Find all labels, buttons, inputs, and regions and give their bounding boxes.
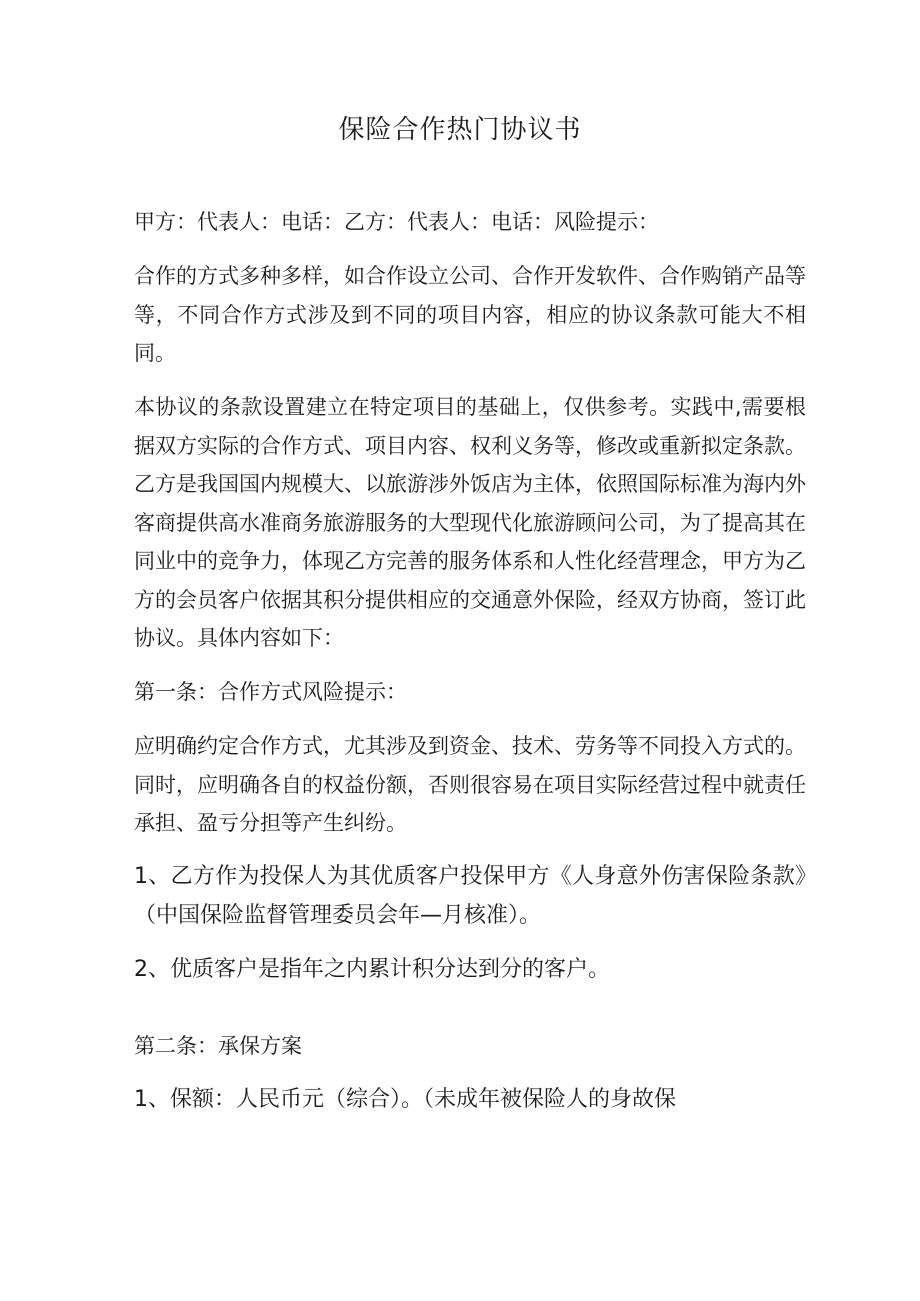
document-title: 保险合作热门协议书 xyxy=(338,115,582,145)
clause-item-2: 2、优质客户是指年之内累计积分达到分的客户。 xyxy=(134,956,610,982)
article-two-heading: 第二条：承保方案 xyxy=(134,1034,302,1058)
paragraph-cooperation-risk: 应明确约定合作方式，尤其涉及到资金、技术、劳务等不同投入方式的。同时，应明确各自的权益份额，否则很容易在项目实际经营过程中就责任承担、盈亏分担等产生纠纷。 xyxy=(134,734,806,835)
paragraph-agreement-background: 本协议的条款设置建立在特定项目的基础上，仅供参考。实践中,需要根据双方实际的合作方式、项目内容、权利义务等，修改或重新拟定条款。乙方是我国国内规模大、以旅游涉外饭店为主体，依照国际标准为海内外客商提供高水准商务旅游服务的大型现代化旅游顾问公司，为了提高其在同业中的竞争力，体现乙方完善的服务体系和人性化经营理念，甲方为乙方的会员客户依据其积分提供相应的交通意外保险，经双方协商，签订此协议。具体内容如下： xyxy=(134,395,806,650)
parties-line: 甲方：代表人：电话：乙方：代表人：电话：风险提示： xyxy=(134,210,659,234)
article-one-heading: 第一条：合作方式风险提示： xyxy=(134,680,407,704)
paragraph-cooperation-methods: 合作的方式多种多样，如合作设立公司、合作开发软件、合作购销产品等等，不同合作方式涉及到不同的项目内容，相应的协议条款可能大不相同。 xyxy=(134,264,806,365)
clause-insured-amount: 1、保额：人民币元（综合）。（未成年被保险人的身故保 xyxy=(134,1087,676,1112)
clause-item-1: 1、乙方作为投保人为其优质客户投保甲方《人身意外伤害保险条款》（中国保险监督管理委员会年—月核准）。 xyxy=(134,864,806,928)
document-body xyxy=(134,203,806,1135)
